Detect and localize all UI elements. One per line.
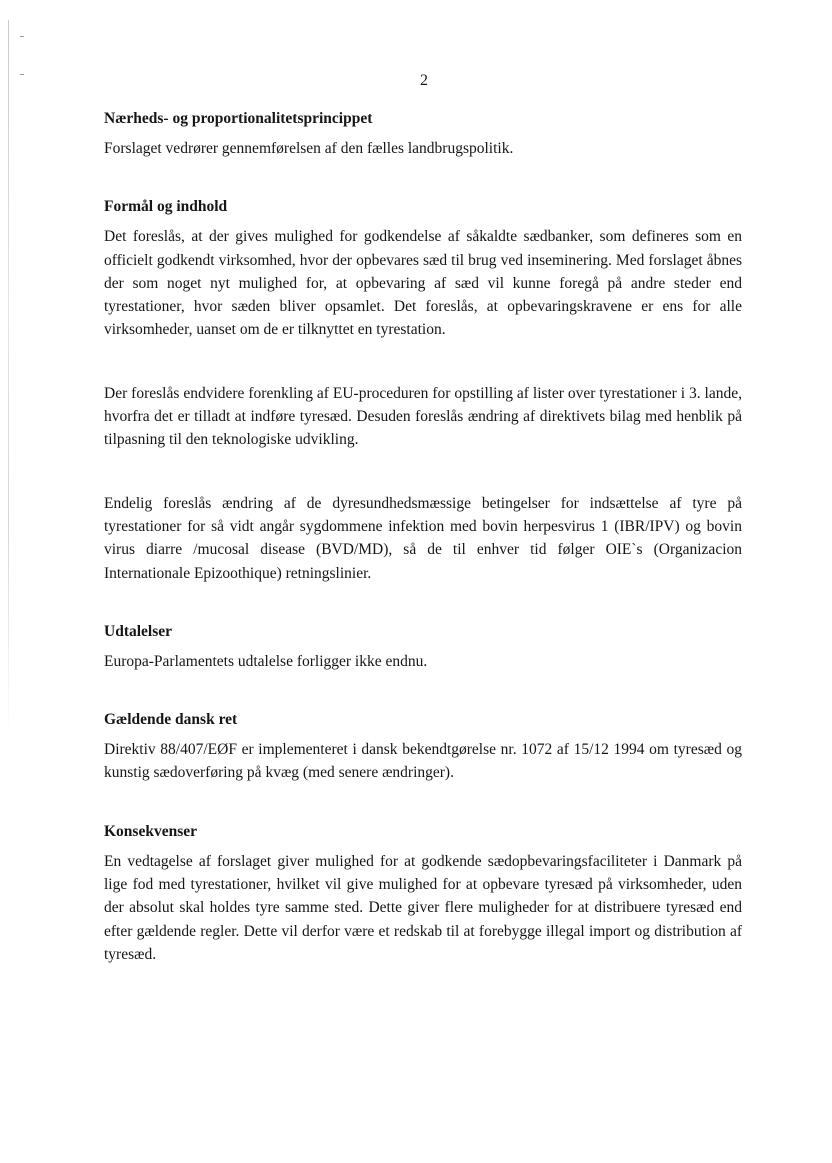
scan-speck: [20, 74, 24, 75]
paragraph: Det foreslås, at der gives mulighed for godkendelse af såkaldte sædbanker, som defineres som en officielt godkendt virksomhed, hvor der opbevares sæd til brug ved inseminering. Med forslaget åbnes der som noget nyt mulighed for, at opbevaring af sæd vil kunne foregå på andre steder end tyrestationer, hvor sæden bliver opsamlet. Det foreslås, at opbevaringskravene er ens for alle virksomheder, uanset om de er tilknyttet en tyrestation.: [104, 228, 742, 339]
section-heading: Nærheds- og proportionalitetsprincippet: [104, 110, 373, 127]
section-heading: Formål og indhold: [104, 198, 228, 216]
section-consequences: [104, 823, 742, 966]
paragraph: Direktiv 88/407/EØF er implementeret i dansk bekendtgørelse nr. 1072 af 15/12 1994 om tyresæd og kunstig sædoverføring på kvæg (med senere ændringer).: [104, 741, 742, 782]
section-current-danish-law: [104, 711, 742, 785]
section-subsidiarity: [104, 110, 742, 160]
paragraph: Der foreslås endvidere forenkling af EU-proceduren for opstilling af lister over tyrestationer i 3. lande, hvorfra det er tilladt at indføre tyresæd. Desuden foreslås ændring af direktivets bilag med henblik på tilpasning til den teknologiske udvikling.: [104, 384, 742, 449]
paragraph: Europa-Parlamentets udtalelse forligger ikke endnu.: [104, 652, 428, 670]
section-heading: Konsekvenser: [104, 822, 197, 840]
scan-left-edge: [8, 20, 9, 740]
scan-speck: [20, 36, 24, 37]
section-heading: Udtalelser: [104, 622, 173, 640]
paragraph: En vedtagelse af forslaget giver mulighed for at godkende sædopbevaringsfaciliteter i Danmark på lige fod med tyrestationer, hvilket vil give mulighed for at opbevare tyresæd på virksomheder, uden der absolut skal holdes tyre samme sted. Dette giver flere muligheder for at distribuere tyresæd end efter gældende regler. Dette vil derfor være et redskab til at forebygge illegal import og distribution af tyresæd.: [104, 852, 742, 963]
paragraph: Forslaget vedrører gennemførelsen af den fælles landbrugspolitik.: [104, 140, 514, 157]
section-heading: Gældende dansk ret: [104, 711, 238, 729]
document-body: [104, 110, 742, 966]
paragraph: Endelig foreslås ændring af de dyresundhedsmæssige betingelser for indsættelse af tyre på tyrestationer for så vidt angår sygdommene infektion med bovin herpesvirus 1 (IBR/IPV) og bovin virus diarre /mucosal disease (BVD/MD), så de til enhver tid følger OIE`s (Organizacion Internationale Epizoothique) retningslinier.: [104, 494, 742, 582]
page-number: 2: [420, 72, 428, 89]
section-statements: [104, 623, 742, 673]
section-purpose-content: [104, 198, 742, 585]
